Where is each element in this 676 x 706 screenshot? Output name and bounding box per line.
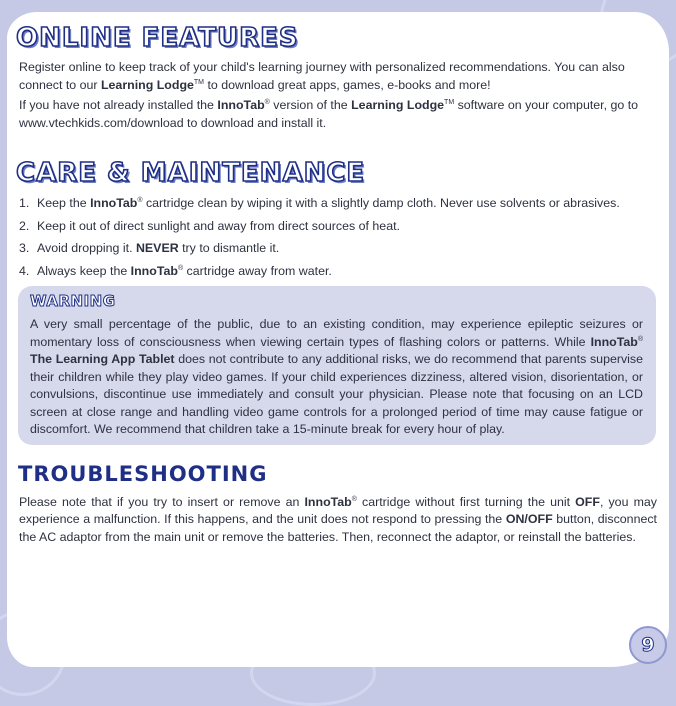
text-span: try to dismantle it. — [178, 241, 280, 255]
care-list — [19, 195, 657, 280]
text-span: Please note that if you try to insert or remove an — [19, 494, 305, 509]
list-number: 3. — [19, 241, 30, 255]
registered-mark: ® — [177, 264, 184, 272]
care-maintenance-heading: CARE & MAINTENANCE — [16, 158, 366, 188]
text-span: Register online to keep track of your child's learning journey with personalized recommendations. You can also connect to our — [19, 60, 625, 92]
innotab-bold: InnoTab — [590, 334, 638, 349]
list-item — [19, 218, 657, 236]
learning-lodge-bold: Learning Lodge — [351, 98, 445, 112]
list-text — [37, 240, 657, 258]
innotab-bold: InnoTab — [304, 494, 352, 509]
warning-heading: WARNING — [30, 292, 116, 310]
trademark-mark: TM — [444, 98, 455, 106]
text-span: A very small percentage of the public, due to an existing condition, may experience epileptic seizures or momentary loss of consciousness when viewing certain types of flashing colors or patterns. While — [30, 317, 643, 349]
list-text — [37, 195, 657, 213]
list-item — [19, 263, 657, 281]
list-number: 4. — [19, 263, 30, 278]
online-features-heading: ONLINE FEATURES — [16, 23, 299, 53]
page-number-badge — [629, 626, 667, 664]
troubleshooting-heading: TROUBLESHOOTING — [18, 461, 268, 486]
page-number: 9 — [641, 634, 655, 656]
trademark-mark: TM — [193, 78, 205, 86]
text-span: cartridge without first turning the unit — [356, 494, 576, 509]
text-span: Avoid dropping it. — [37, 241, 136, 255]
troubleshooting-section — [19, 494, 657, 547]
text-span: to download great apps, games, e-books and more! — [204, 77, 491, 92]
list-number: 1. — [19, 196, 30, 210]
text-span: version of the — [269, 98, 352, 112]
text-span: cartridge clean by wiping it with a slightly damp cloth. Never use solvents or abrasives. — [142, 196, 620, 210]
text-span: does not contribute to any additional risks, we do recommend that parents supervise their children while they play video games. If your child experiences dizziness, altered vision, disorientation, or convulsions, discontinue use immediately and consult your physician. Please note that focusing on an LCD screen at close range and handling video game controls for a prolonged period of time may cause fatigue or discomfort. We recommend that children take a 15-minute break for every hour of play. — [30, 352, 644, 436]
registered-mark: ® — [137, 196, 143, 204]
innotab-bold: InnoTab — [217, 98, 265, 112]
innotab-bold: InnoTab — [90, 196, 138, 210]
registered-mark: ® — [264, 98, 270, 106]
text-span: Always keep the — [37, 263, 131, 278]
list-text — [37, 263, 657, 281]
on-off-bold: ON/OFF — [505, 512, 553, 526]
text-span: , you may experience a malfunction. If this happens, and the unit does not respond to pressing the — [19, 494, 657, 526]
list-item — [19, 195, 657, 213]
list-item — [19, 240, 657, 258]
online-paragraph-2 — [19, 97, 657, 132]
warning-box — [18, 286, 656, 445]
text-span: button, disconnect the AC adaptor from the main unit or remove the batteries. Then, reconnect the adaptor, or reinstall the batteries. — [19, 512, 657, 544]
registered-mark: ® — [637, 335, 643, 343]
off-bold: OFF — [575, 494, 600, 509]
text-span: cartridge away from water. — [183, 263, 332, 278]
text-span: If you have not already installed the — [19, 98, 218, 112]
never-bold: NEVER — [135, 241, 179, 255]
troubleshooting-paragraph — [19, 494, 657, 547]
product-name-bold: The Learning App Tablet — [30, 352, 175, 366]
warning-paragraph — [30, 316, 643, 439]
registered-mark: ® — [351, 495, 357, 503]
innotab-bold: InnoTab — [130, 263, 178, 278]
text-span: Keep the — [37, 196, 91, 210]
text-span: software on your computer, go to www.vtechkids.com/download to download and install it. — [19, 98, 639, 130]
list-number: 2. — [19, 218, 30, 233]
learning-lodge-bold: Learning Lodge — [100, 77, 194, 92]
online-paragraph-1 — [19, 59, 657, 94]
list-text: Keep it out of direct sunlight and away from direct sources of heat. — [37, 218, 400, 233]
page-content — [16, 23, 657, 546]
